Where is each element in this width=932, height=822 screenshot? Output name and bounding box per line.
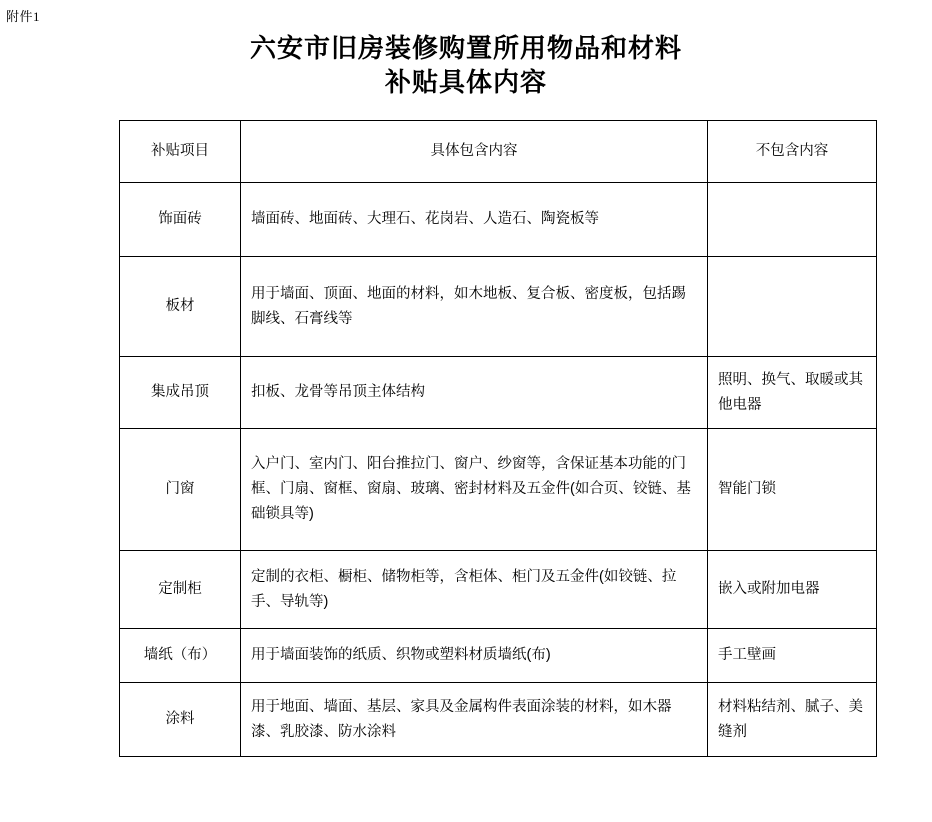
row-excluded — [708, 183, 877, 257]
table-row — [120, 683, 877, 757]
row-item: 集成吊顶 — [120, 357, 241, 429]
table-row — [120, 551, 877, 629]
subsidy-table — [119, 120, 877, 757]
table-body — [120, 183, 877, 757]
row-excluded: 嵌入或附加电器 — [708, 551, 877, 629]
title-line-2: 补贴具体内容 — [384, 68, 547, 97]
header-item: 补贴项目 — [120, 121, 241, 183]
row-excluded: 智能门锁 — [708, 429, 877, 551]
row-item: 饰面砖 — [120, 183, 241, 257]
header-included: 具体包含内容 — [241, 121, 708, 183]
header-excluded: 不包含内容 — [708, 121, 877, 183]
table-header — [120, 121, 877, 183]
table-row — [120, 357, 877, 429]
row-included: 入户门、室内门、阳台推拉门、窗户、纱窗等，含保证基本功能的门框、门扇、窗框、窗扇、玻璃、密封材料及五金件(如合页、铰链、基础锁具等) — [241, 429, 708, 551]
row-item: 定制柜 — [120, 551, 241, 629]
row-included: 定制的衣柜、橱柜、储物柜等，含柜体、柜门及五金件(如铰链、拉手、导轨等) — [241, 551, 708, 629]
row-excluded: 手工壁画 — [708, 629, 877, 683]
row-included: 用于墙面装饰的纸质、织物或塑料材质墙纸(布) — [241, 629, 708, 683]
row-excluded: 材料粘结剂、腻子、美缝剂 — [708, 683, 877, 757]
row-excluded: 照明、换气、取暖或其他电器 — [708, 357, 877, 429]
row-item: 板材 — [120, 257, 241, 357]
attachment-label: 附件1 — [6, 9, 41, 24]
row-excluded — [708, 257, 877, 357]
row-item: 门窗 — [120, 429, 241, 551]
row-item: 涂料 — [120, 683, 241, 757]
table-header-row — [120, 121, 877, 183]
row-item: 墙纸（布） — [120, 629, 241, 683]
table-row — [120, 629, 877, 683]
row-included: 墙面砖、地面砖、大理石、花岗岩、人造石、陶瓷板等 — [241, 183, 708, 257]
row-included: 用于地面、墙面、基层、家具及金属构件表面涂装的材料，如木器漆、乳胶漆、防水涂料 — [241, 683, 708, 757]
table-row — [120, 257, 877, 357]
row-included: 用于墙面、顶面、地面的材料，如木地板、复合板、密度板，包括踢脚线、石膏线等 — [241, 257, 708, 357]
table-row — [120, 429, 877, 551]
table-row — [120, 183, 877, 257]
page-title — [0, 32, 932, 100]
title-line-1: 六安市旧房装修购置所用物品和材料 — [249, 34, 682, 63]
row-included: 扣板、龙骨等吊顶主体结构 — [241, 357, 708, 429]
